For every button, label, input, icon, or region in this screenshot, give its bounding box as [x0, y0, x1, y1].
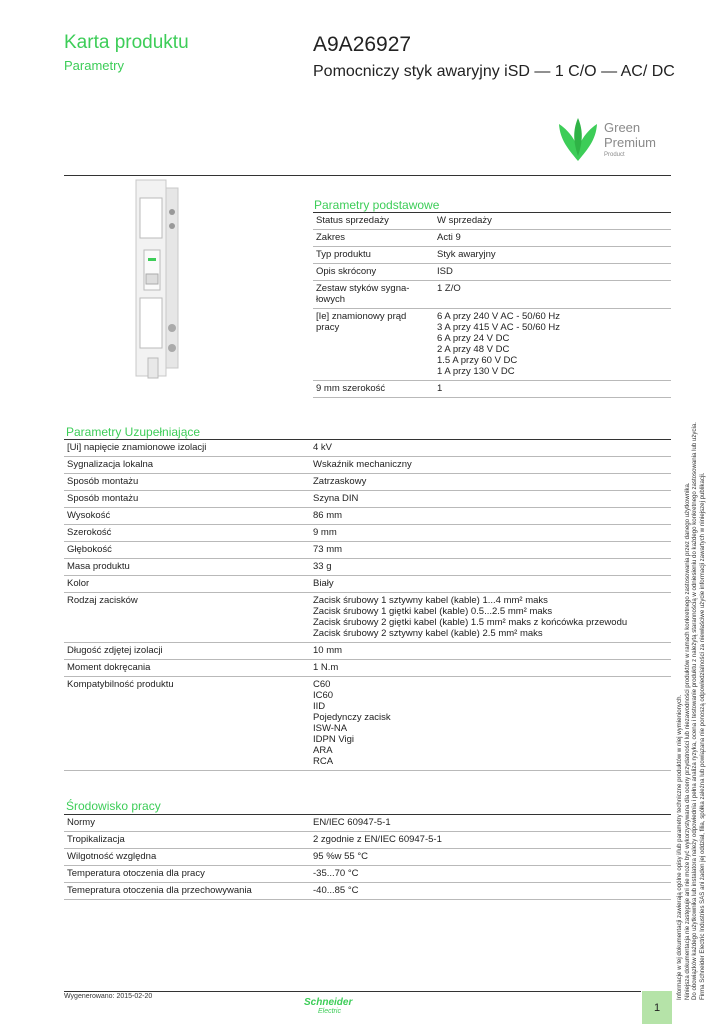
param-value — [434, 230, 671, 247]
param-value-line: 1 A przy 130 V DC — [437, 366, 515, 377]
param-label: Długość zdjętej izolacji — [64, 643, 310, 660]
table-row — [64, 832, 671, 849]
param-value-line: Zatrzaskowy — [313, 476, 367, 487]
param-value — [310, 474, 671, 491]
param-value — [434, 309, 671, 381]
param-value-line: 3 A przy 415 V AC - 50/60 Hz — [437, 322, 561, 333]
disclaimer-line: Firma Schneider Electric Industries SAS ani żaden jej oddział, filia, spółka zależna lub powiązana nie ponoszą odpowiedzialności za niewłaściwe użycie informacji zawartych w niniejszej publikacji. — [698, 472, 706, 1000]
table-row — [313, 281, 671, 309]
param-value — [310, 559, 671, 576]
param-value-line: -40...85 °C — [313, 885, 359, 896]
param-value — [310, 508, 671, 525]
param-label: 9 mm szerokość — [313, 381, 434, 398]
param-label: Tropikalizacja — [64, 832, 310, 849]
table-row — [313, 381, 671, 398]
param-label: Zestaw styków sygna- łowych — [313, 281, 434, 309]
param-value-line: Zacisk śrubowy 2 sztywny kabel (kable) 2.5 mm² maks — [313, 628, 543, 639]
page-number: 1 — [653, 1002, 661, 1014]
green-premium-line1: Green — [604, 120, 641, 135]
table-row — [64, 643, 671, 660]
param-value-line: IC60 — [313, 690, 334, 701]
param-value — [310, 849, 671, 866]
param-value — [310, 457, 671, 474]
param-value-line: ISW-NA — [313, 723, 348, 734]
param-value — [310, 866, 671, 883]
param-value — [434, 213, 671, 230]
param-value — [310, 883, 671, 900]
table-row — [64, 491, 671, 508]
param-value-line: 1 N.m — [313, 662, 339, 673]
param-value-line: 4 kV — [313, 442, 333, 453]
param-label: Kompatybilność produktu — [64, 677, 310, 771]
disclaimer-line: Niniejsza dokumentacja nie zastępuje ani nie może być wykorzystywana dla oceny przydatności lub niezawodności produktów w ramach konkretnego zastosowania przez danego użytkownika. — [683, 482, 691, 1000]
param-label: Temperatura otoczenia dla pracy — [64, 866, 310, 883]
param-label: Głębokość — [64, 542, 310, 559]
param-value-line: 2 zgodnie z EN/IEC 60947-5-1 — [313, 834, 442, 845]
param-value — [310, 660, 671, 677]
param-value — [310, 525, 671, 542]
param-label: Szerokość — [64, 525, 310, 542]
param-value — [310, 542, 671, 559]
param-value — [310, 440, 671, 457]
param-value — [434, 281, 671, 309]
param-value-line: 1.5 A przy 60 V DC — [437, 355, 518, 366]
param-value-line: RCA — [313, 756, 334, 767]
param-value-line: 6 A przy 24 V DC — [437, 333, 510, 344]
param-label: Sposób montażu — [64, 474, 310, 491]
table-row — [64, 593, 671, 643]
param-value-line: 6 A przy 240 V AC - 50/60 Hz — [437, 311, 561, 322]
table-row — [313, 230, 671, 247]
param-value — [434, 264, 671, 281]
card-title: Karta produktu — [64, 32, 189, 53]
param-value-line: Styk awaryjny — [437, 249, 496, 260]
param-value — [434, 381, 671, 398]
product-description: Pomocniczy styk awaryjny iSD — 1 C/O — AC/ DC — [313, 63, 675, 80]
footer-divider — [64, 991, 641, 992]
param-label: Wilgotność względna — [64, 849, 310, 866]
param-value — [310, 815, 671, 832]
param-label: Rodzaj zacisków — [64, 593, 310, 643]
param-value-line: Acti 9 — [437, 232, 461, 243]
table-row — [64, 883, 671, 900]
extra-section-title: Parametry Uzupełniające — [66, 425, 201, 439]
param-value-line: 9 mm — [313, 527, 337, 538]
generated-date: Wygenerowano: 2015-02-20 — [64, 993, 153, 1000]
param-value-line: Zacisk śrubowy 2 giętki kabel (kable) 1.5 mm² maks z końcówka przewodu — [313, 617, 628, 628]
header-divider — [64, 175, 671, 176]
param-value — [434, 247, 671, 264]
param-value-line: 10 mm — [313, 645, 343, 656]
legal-disclaimer — [676, 300, 706, 1000]
param-value-line: IDPN Vigi — [313, 734, 355, 745]
param-value-line: IID — [313, 701, 326, 712]
table-row — [64, 542, 671, 559]
param-label: Kolor — [64, 576, 310, 593]
param-label: Sygnalizacja lokalna — [64, 457, 310, 474]
table-row — [64, 440, 671, 457]
param-label: Zakres — [313, 230, 434, 247]
table-row — [64, 559, 671, 576]
param-value-line: 86 mm — [313, 510, 343, 521]
param-label: Wysokość — [64, 508, 310, 525]
card-subtitle: Parametry — [64, 58, 124, 73]
param-value-line: 73 mm — [313, 544, 343, 555]
basic-section-title: Parametry podstawowe — [314, 198, 440, 212]
product-image — [118, 178, 198, 388]
param-label: Status sprzedaży — [313, 213, 434, 230]
param-value-line: -35...70 °C — [313, 868, 359, 879]
table-row — [64, 677, 671, 771]
param-value-line: EN/IEC 60947-5-1 — [313, 817, 391, 828]
green-premium-line2: Premium — [604, 135, 657, 150]
param-value-line: ISD — [437, 266, 453, 277]
table-row — [313, 213, 671, 230]
param-label: [Ie] znamionowy prąd pracy — [313, 309, 434, 381]
param-value-line: Biały — [313, 578, 334, 589]
param-value-line: Zacisk śrubowy 1 sztywny kabel (kable) 1...4 mm² maks — [313, 595, 548, 606]
param-value — [310, 593, 671, 643]
param-value-line: Zacisk śrubowy 1 giętki kabel (kable) 0.5...2.5 mm² maks — [313, 606, 553, 617]
product-code: A9A26927 — [313, 33, 412, 56]
disclaimer-line: Do obowiązków każdego użytkownika lub instalatora należy odpowiednia i pełna analiza ryzyka, ocena i testowanie produktu z należytą starannością w odniesieniu do każdego konkretnego zastosowania lub użycia. — [691, 422, 698, 1000]
param-label: Opis skrócony — [313, 264, 434, 281]
param-value — [310, 576, 671, 593]
param-value-line: Pojedynczy zacisk — [313, 712, 391, 723]
disclaimer-line: Informacje w tej dokumentacji zawierają ogólne opisy i/lub parametry techniczne produktów w niej wymienionych. — [676, 694, 683, 1000]
param-label: Temepratura otoczenia dla przechowywania — [64, 883, 310, 900]
table-row — [313, 264, 671, 281]
electric-logo-text: Electric — [318, 1008, 341, 1015]
param-value-line: 2 A przy 48 V DC — [437, 344, 510, 355]
param-value — [310, 677, 671, 771]
param-label: Masa produktu — [64, 559, 310, 576]
param-label: Normy — [64, 815, 310, 832]
extra-params-table — [64, 439, 671, 771]
param-value-line: 1 — [437, 383, 443, 394]
table-row — [64, 849, 671, 866]
table-row — [64, 474, 671, 491]
param-value-line: C60 — [313, 679, 331, 690]
param-value-line: W sprzedaży — [437, 215, 492, 226]
param-value — [310, 491, 671, 508]
param-label: Typ produktu — [313, 247, 434, 264]
param-value-line: ARA — [313, 745, 333, 756]
table-row — [313, 247, 671, 264]
table-row — [64, 660, 671, 677]
param-value-line: Szyna DIN — [313, 493, 359, 504]
param-label: [Ui] napięcie znamionowe izolacji — [64, 440, 310, 457]
table-row — [64, 866, 671, 883]
param-value-line: 33 g — [313, 561, 332, 572]
param-label: Sposób montażu — [64, 491, 310, 508]
table-row — [313, 309, 671, 381]
param-label: Moment dokręcania — [64, 660, 310, 677]
basic-params-table — [313, 212, 671, 398]
param-value — [310, 643, 671, 660]
table-row — [64, 576, 671, 593]
green-premium-line3: Product — [604, 152, 625, 158]
table-row — [64, 815, 671, 832]
table-row — [64, 457, 671, 474]
env-section-title: Środowisko pracy — [66, 799, 161, 813]
param-value-line: 95 %w 55 °C — [313, 851, 369, 862]
env-params-table — [64, 814, 671, 900]
param-value — [310, 832, 671, 849]
param-value-line: Wskaźnik mechaniczny — [313, 459, 412, 470]
table-row — [64, 508, 671, 525]
param-value-line: 1 Z/O — [437, 283, 461, 294]
schneider-logo-text: Schneider — [304, 997, 353, 1008]
table-row — [64, 525, 671, 542]
